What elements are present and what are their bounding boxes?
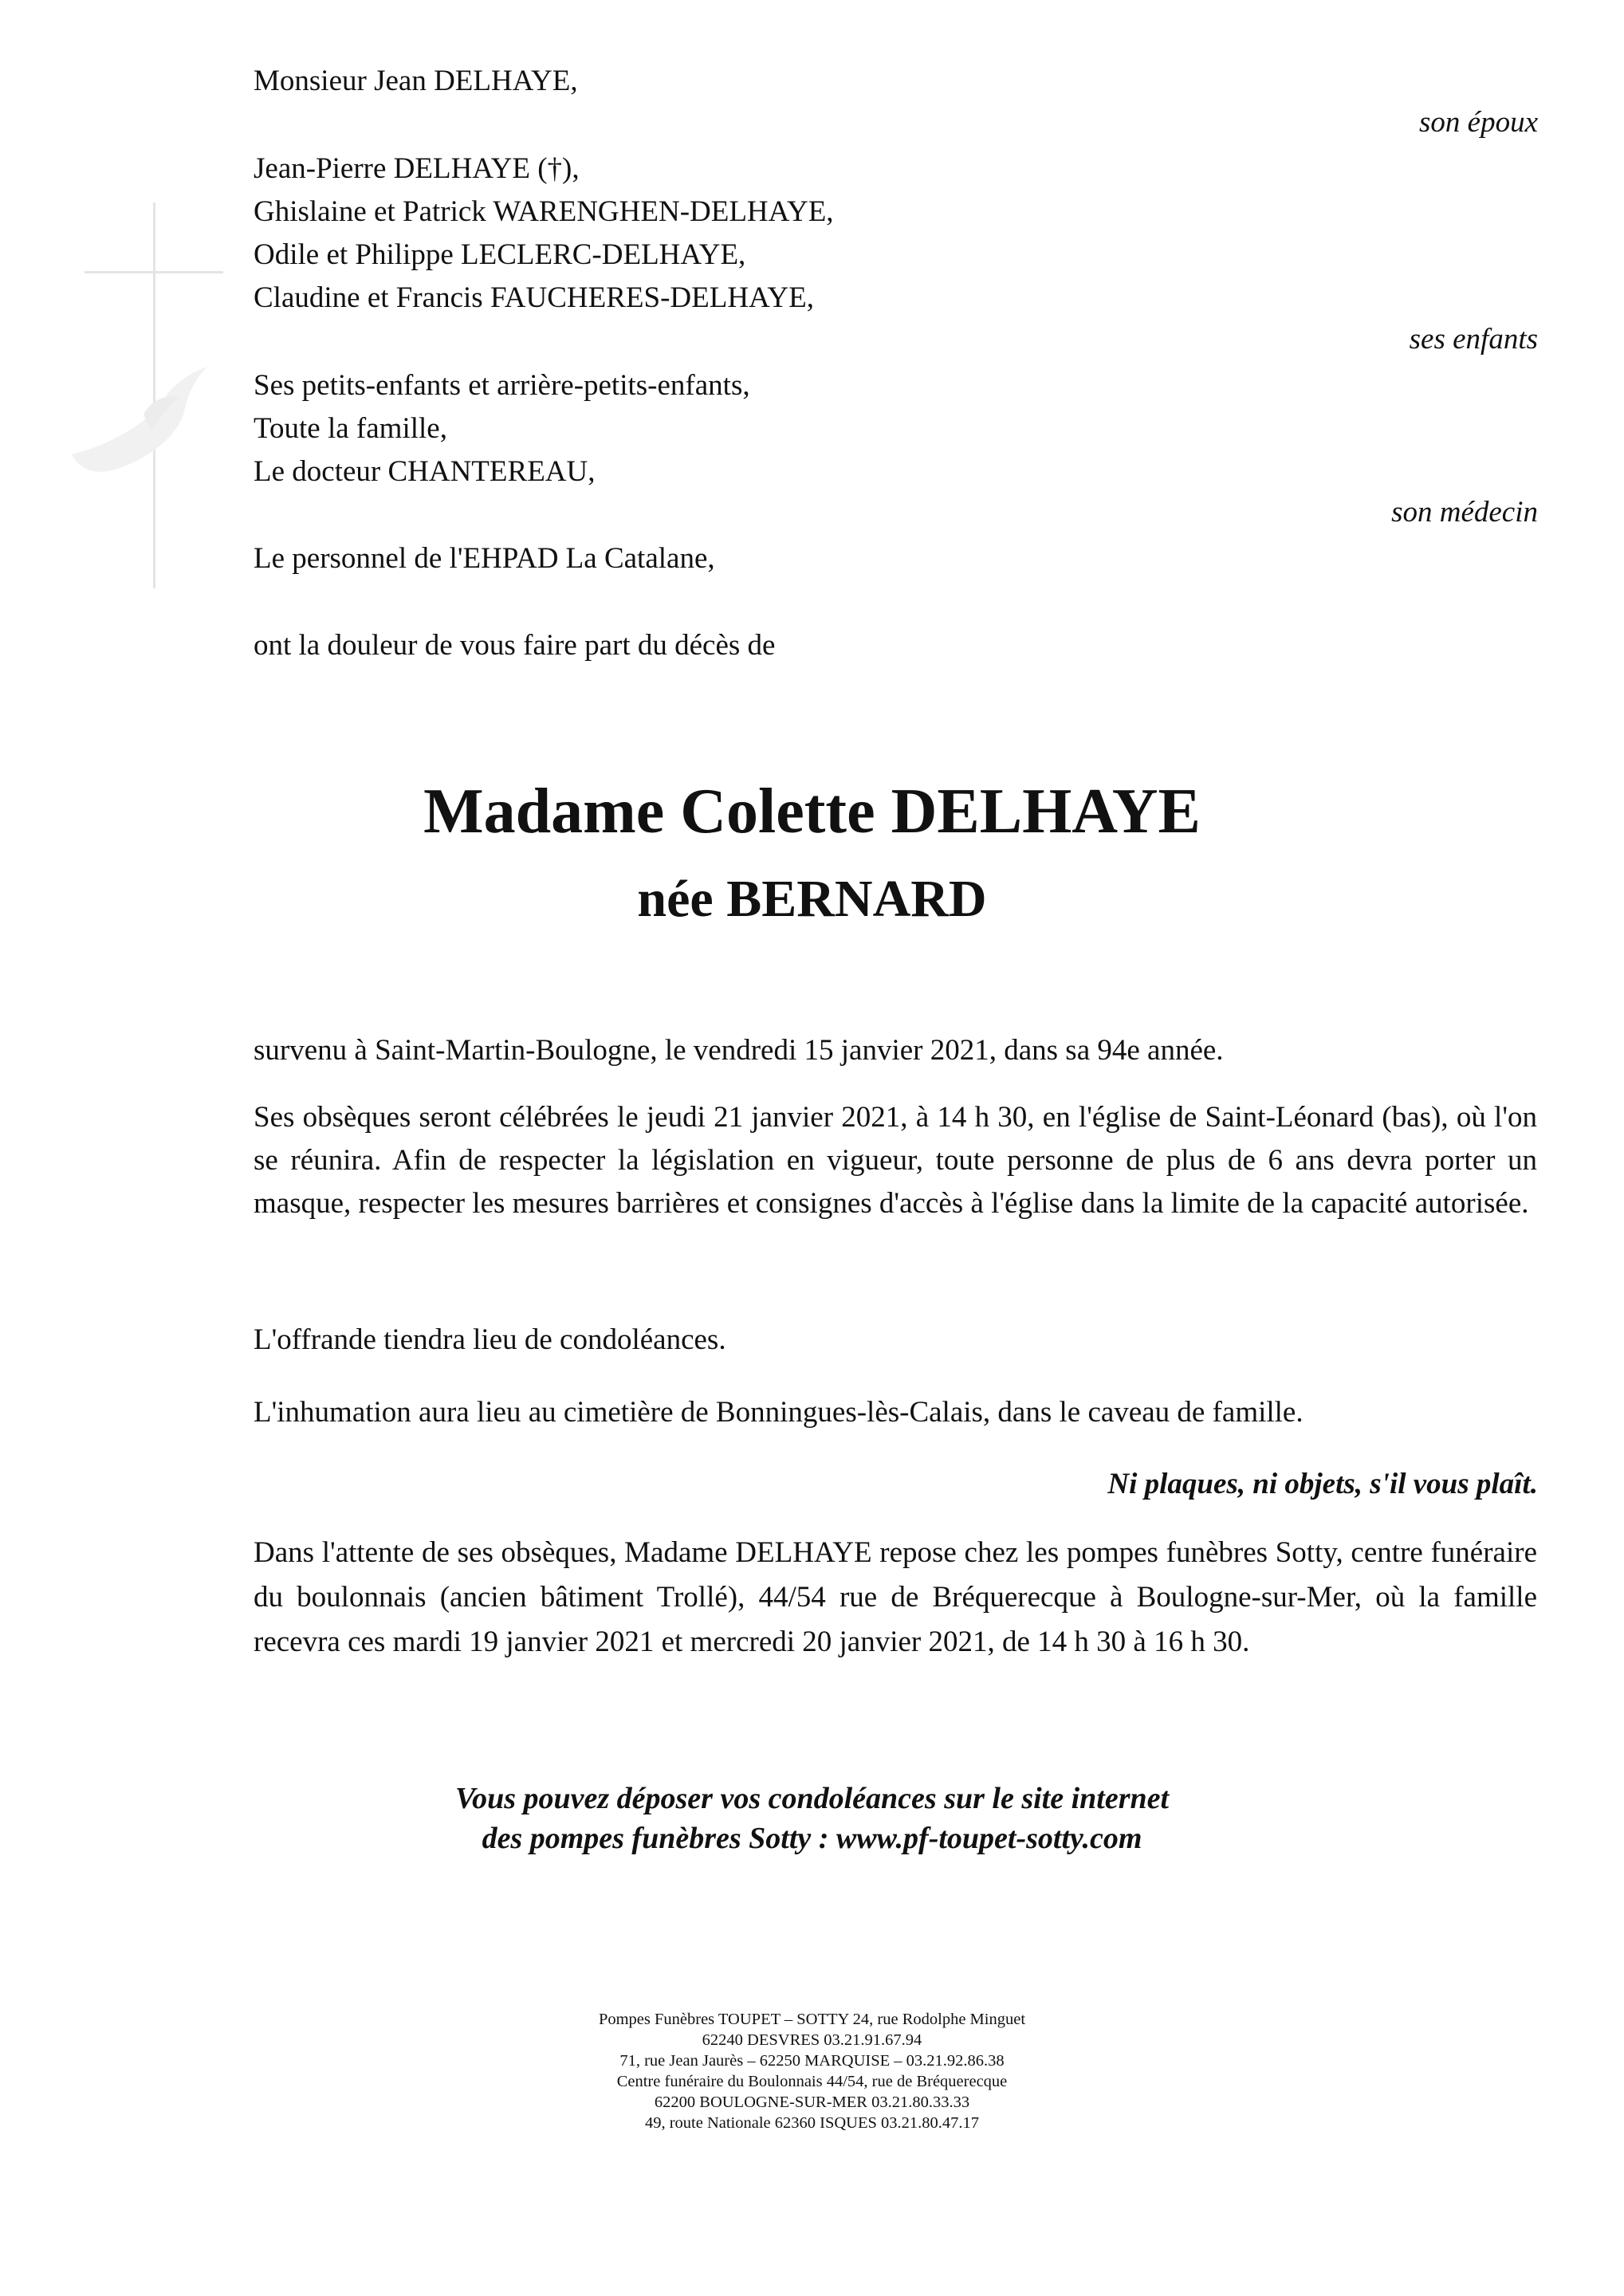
dove-icon bbox=[48, 335, 223, 494]
child-line: Claudine et Francis FAUCHERES-DELHAYE, bbox=[254, 281, 814, 314]
doctor-role: son médecin bbox=[1391, 496, 1538, 529]
footer-line: 71, rue Jean Jaurès – 62250 MARQUISE – 03.21.92.86.38 bbox=[619, 2052, 1005, 2070]
spouse-name: Monsieur Jean DELHAYE, bbox=[254, 65, 578, 97]
funeral-home-footer bbox=[0, 2009, 1624, 2133]
doctor-line: Le docteur CHANTEREAU, bbox=[254, 455, 596, 488]
spouse-role: son époux bbox=[1419, 106, 1538, 139]
footer-line: Centre funéraire du Boulonnais 44/54, rue de Bréquerecque bbox=[616, 2073, 1008, 2090]
condolences-line-2: des pompes funèbres Sotty : www.pf-toupet-sotty.com bbox=[482, 1822, 1142, 1855]
children-role: ses enfants bbox=[1409, 323, 1538, 356]
family-line: Toute la famille, bbox=[254, 412, 447, 445]
no-flowers-note: Ni plaques, ni objets, s'il vous plaît. bbox=[1107, 1468, 1538, 1500]
child-line: Ghislaine et Patrick WARENGHEN-DELHAYE, bbox=[254, 195, 834, 228]
deceased-name: Madame Colette DELHAYE bbox=[423, 776, 1201, 847]
footer-line: 62240 DESVRES 03.21.91.67.94 bbox=[702, 2031, 922, 2049]
child-line: Odile et Philippe LECLERC-DELHAYE, bbox=[254, 238, 746, 271]
funeral-paragraph: Ses obsèques seront célébrées le jeudi 21 janvier 2021, à 14 h 30, en l'église de Saint-Léonard (bas), où l'on se réunira. Afin de respecter la législation en vigueur, toute personne de plus de 6 ans devra porter un masque, respecter les mesures barrières et consignes d'accès à l'église dans la limite de la capacité autorisée. bbox=[254, 1101, 1537, 1220]
deceased-maiden-name: née BERNARD bbox=[637, 870, 987, 928]
condolences-line-1: Vous pouvez déposer vos condoléances sur le site internet bbox=[454, 1782, 1170, 1815]
cross-horizontal bbox=[85, 271, 223, 273]
footer-line: 62200 BOULOGNE-SUR-MER 03.21.80.33.33 bbox=[654, 2094, 970, 2111]
announcement: ont la douleur de vous faire part du décès de bbox=[254, 629, 776, 662]
staff-line: Le personnel de l'EHPAD La Catalane, bbox=[254, 542, 715, 575]
child-line: Jean-Pierre DELHAYE (†), bbox=[254, 152, 580, 185]
burial-paragraph: L'inhumation aura lieu au cimetière de Bonningues-lès-Calais, dans le caveau de famille. bbox=[254, 1396, 1304, 1429]
footer-line: Pompes Funèbres TOUPET – SOTTY 24, rue Rodolphe Minguet bbox=[598, 2011, 1026, 2028]
offering-paragraph: L'offrande tiendra lieu de condoléances. bbox=[254, 1323, 726, 1356]
footer-line: 49, route Nationale 62360 ISQUES 03.21.80.47.17 bbox=[644, 2114, 980, 2132]
death-paragraph: survenu à Saint-Martin-Boulogne, le vendredi 15 janvier 2021, dans sa 94e année. bbox=[254, 1034, 1224, 1067]
grandchildren-line: Ses petits-enfants et arrière-petits-enfants, bbox=[254, 369, 750, 402]
viewing-paragraph: Dans l'attente de ses obsèques, Madame DELHAYE repose chez les pompes funèbres Sotty, centre funéraire du boulonnais (ancien bâtiment Trollé), 44/54 rue de Bréquerecque à Boulogne-sur-Mer, où la famille recevra ces mardi 19 janvier 2021 et mercredi 20 janvier 2021, de 14 h 30 à 16 h 30. bbox=[254, 1536, 1537, 1658]
